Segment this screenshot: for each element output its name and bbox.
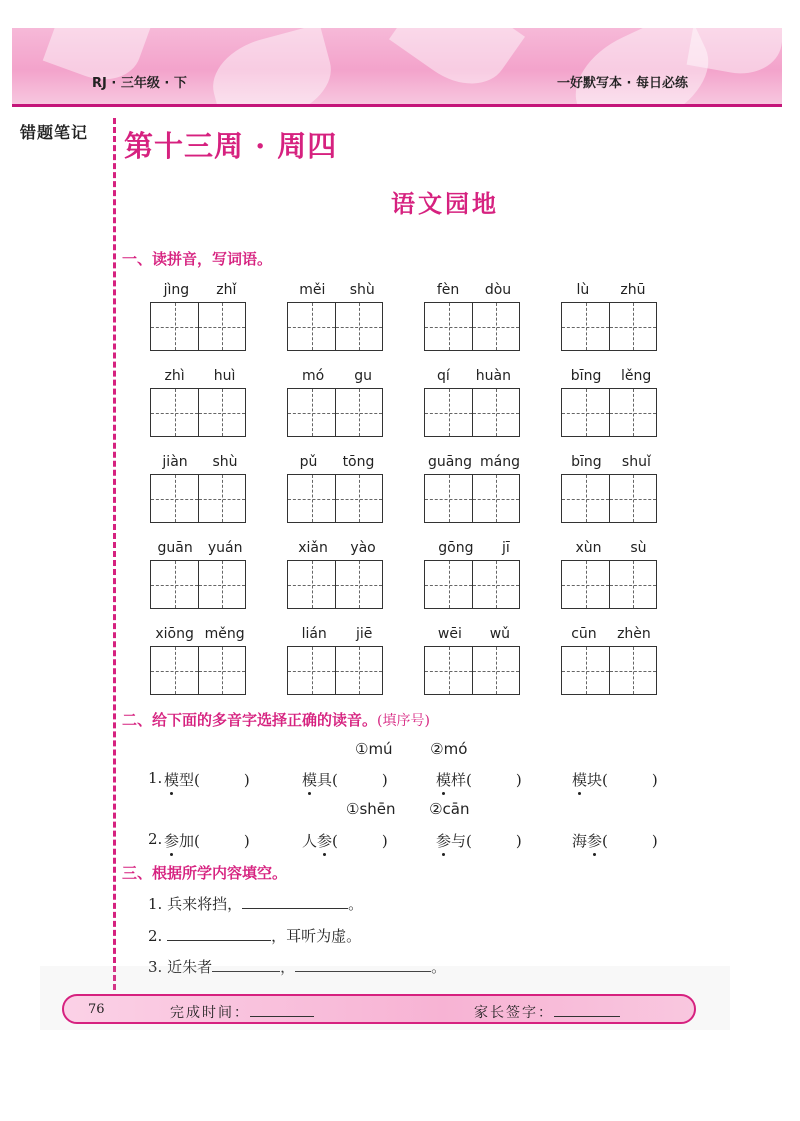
q1-row — [148, 769, 688, 793]
writing-boxes — [424, 388, 520, 437]
writing-cell[interactable] — [288, 303, 335, 350]
writing-cell[interactable] — [198, 561, 245, 608]
pinyin-label — [287, 454, 387, 470]
petal-decoration — [389, 28, 525, 102]
writing-cell[interactable] — [151, 475, 198, 522]
pinyin-label — [561, 454, 661, 470]
q2-item-1: 参加( ) — [164, 832, 250, 850]
writing-cell[interactable] — [151, 303, 198, 350]
parent-signature: 家长签字： — [474, 1002, 620, 1022]
pinyin-syllable: gōng — [438, 540, 474, 556]
writing-cell[interactable] — [288, 561, 335, 608]
writing-boxes — [424, 302, 520, 351]
pinyin-label — [561, 626, 661, 642]
pinyin-label — [424, 454, 524, 470]
q1-item-4: 模块( ) — [572, 771, 658, 789]
pinyin-syllable: zhū — [620, 282, 646, 298]
writing-boxes — [561, 388, 657, 437]
writing-cell[interactable] — [288, 647, 335, 694]
pinyin-syllable: shù — [349, 282, 375, 298]
pinyin-label — [150, 540, 250, 556]
writing-boxes — [424, 646, 520, 695]
pinyin-syllable: zhèn — [617, 626, 651, 642]
writing-cell[interactable] — [609, 303, 656, 350]
section-2-hint: (填序号) — [377, 713, 430, 729]
writing-cell[interactable] — [198, 389, 245, 436]
writing-cell[interactable] — [198, 475, 245, 522]
writing-cell[interactable] — [151, 389, 198, 436]
pinyin-syllable: máng — [480, 454, 521, 470]
pinyin-syllable: měng — [204, 626, 245, 642]
writing-boxes — [561, 560, 657, 609]
writing-boxes — [287, 646, 383, 695]
writing-cell[interactable] — [562, 647, 609, 694]
q2-number: 2. — [148, 830, 163, 848]
pinyin-syllable: bīng — [570, 368, 602, 384]
q2-option-2: ②cān — [429, 800, 470, 818]
pinyin-syllable: guāng — [427, 454, 473, 470]
writing-cell[interactable] — [335, 475, 382, 522]
writing-cell[interactable] — [472, 303, 519, 350]
writing-cell[interactable] — [151, 561, 198, 608]
pinyin-syllable: zhì — [164, 368, 185, 384]
pinyin-syllable: zhǐ — [216, 282, 237, 298]
writing-cell[interactable] — [335, 303, 382, 350]
writing-cell[interactable] — [335, 561, 382, 608]
pinyin-label — [287, 282, 387, 298]
writing-cell[interactable] — [562, 389, 609, 436]
q2-item-3: 参与( ) — [436, 832, 522, 850]
writing-cell[interactable] — [425, 389, 472, 436]
q2-option-1: ①shēn — [346, 800, 396, 818]
q2-item-2: 人参( ) — [302, 832, 388, 850]
pinyin-label — [424, 282, 524, 298]
pinyin-syllable: fèn — [436, 282, 460, 298]
writing-cell[interactable] — [288, 475, 335, 522]
pinyin-label — [561, 540, 661, 556]
writing-boxes — [287, 560, 383, 609]
section-2-heading — [122, 709, 430, 730]
writing-boxes — [150, 474, 246, 523]
writing-boxes — [150, 302, 246, 351]
fill-blank[interactable] — [242, 894, 348, 909]
pinyin-label — [287, 626, 387, 642]
lesson-title: 语文园地 — [391, 190, 499, 218]
writing-cell[interactable] — [609, 561, 656, 608]
series-label: 一好默写本 · 每日必练 — [557, 76, 688, 91]
writing-boxes — [561, 302, 657, 351]
pinyin-syllable: jìng — [163, 282, 190, 298]
pinyin-syllable: lù — [576, 282, 590, 298]
pinyin-syllable: sù — [630, 540, 647, 556]
week-title: 第十三周 · 周四 — [124, 129, 338, 163]
writing-cell[interactable] — [472, 647, 519, 694]
writing-boxes — [150, 388, 246, 437]
writing-cell[interactable] — [425, 475, 472, 522]
writing-boxes — [424, 474, 520, 523]
writing-cell[interactable] — [562, 475, 609, 522]
writing-cell[interactable] — [198, 647, 245, 694]
writing-boxes — [561, 646, 657, 695]
pinyin-syllable: xiǎn — [298, 540, 328, 556]
pinyin-syllable: tōng — [342, 454, 375, 470]
q2-row — [148, 830, 688, 854]
pinyin-syllable: jiàn — [162, 454, 188, 470]
q1-item-2: 模具( ) — [302, 771, 388, 789]
writing-cell[interactable] — [609, 647, 656, 694]
pinyin-syllable: měi — [299, 282, 326, 298]
pinyin-label — [287, 368, 387, 384]
writing-boxes — [150, 646, 246, 695]
q1-option-1: ①mú — [355, 740, 393, 758]
fill-line-3: 3. 近朱者 ， 。 — [148, 958, 447, 976]
q1-item-3: 模样( ) — [436, 771, 522, 789]
pinyin-syllable: guān — [157, 540, 193, 556]
writing-boxes — [287, 302, 383, 351]
pinyin-syllable: bīng — [571, 454, 602, 470]
writing-cell[interactable] — [562, 561, 609, 608]
pinyin-syllable: dòu — [484, 282, 512, 298]
pinyin-label — [424, 626, 524, 642]
pinyin-label — [287, 540, 387, 556]
mistake-notes-label: 错题笔记 — [20, 123, 89, 142]
completion-time-blank[interactable] — [250, 1002, 314, 1017]
completion-time: 完成时间： — [170, 1002, 314, 1022]
section-3-heading: 三、根据所学内容填空。 — [122, 864, 288, 882]
pinyin-syllable: lěng — [620, 368, 652, 384]
writing-cell[interactable] — [609, 389, 656, 436]
q1-item-1: 模型( ) — [164, 771, 250, 789]
q1-number: 1. — [148, 769, 163, 787]
pinyin-syllable: gu — [354, 368, 372, 384]
writing-cell[interactable] — [472, 389, 519, 436]
writing-cell[interactable] — [288, 389, 335, 436]
header-banner — [12, 28, 782, 107]
pinyin-label — [150, 626, 250, 642]
pinyin-syllable: shù — [212, 454, 238, 470]
pinyin-syllable: lián — [301, 626, 327, 642]
grade-label: RJ · 三年级 · 下 — [92, 76, 187, 91]
pinyin-syllable: pǔ — [299, 454, 318, 470]
writing-cell[interactable] — [335, 647, 382, 694]
fill-line-1: 1. 兵来将挡， 。 — [148, 895, 364, 913]
writing-cell[interactable] — [472, 475, 519, 522]
pinyin-syllable: wēi — [437, 626, 462, 642]
pinyin-syllable: huì — [213, 368, 236, 384]
pinyin-syllable: wǔ — [489, 626, 511, 642]
pinyin-label — [561, 368, 661, 384]
writing-cell[interactable] — [335, 389, 382, 436]
q2-options — [346, 800, 469, 818]
writing-cell[interactable] — [151, 647, 198, 694]
writing-boxes — [150, 560, 246, 609]
pinyin-syllable: yào — [350, 540, 376, 556]
pinyin-syllable: jiē — [355, 626, 373, 642]
writing-cell[interactable] — [472, 561, 519, 608]
pinyin-label — [424, 540, 524, 556]
page-number: 76 — [88, 1002, 105, 1017]
pinyin-syllable: yuán — [207, 540, 243, 556]
writing-cell[interactable] — [609, 475, 656, 522]
parent-signature-blank[interactable] — [554, 1002, 620, 1017]
pinyin-label — [424, 368, 524, 384]
pinyin-label — [150, 282, 250, 298]
petal-decoration — [204, 28, 341, 107]
pinyin-syllable: cūn — [571, 626, 597, 642]
writing-boxes — [424, 560, 520, 609]
pinyin-syllable: huàn — [475, 368, 511, 384]
writing-cell[interactable] — [425, 303, 472, 350]
writing-cell[interactable] — [425, 561, 472, 608]
writing-cell[interactable] — [198, 303, 245, 350]
pinyin-syllable: mó — [302, 368, 325, 384]
pinyin-label — [561, 282, 661, 298]
writing-boxes — [287, 474, 383, 523]
q1-options — [355, 740, 467, 758]
writing-boxes — [561, 474, 657, 523]
pinyin-syllable: xùn — [575, 540, 602, 556]
writing-boxes — [287, 388, 383, 437]
writing-cell[interactable] — [562, 303, 609, 350]
fill-blank[interactable] — [167, 926, 271, 941]
section-2-heading-text: 二、给下面的多音字选择正确的读音。 — [122, 711, 378, 729]
pinyin-label — [150, 368, 250, 384]
pinyin-syllable: qí — [437, 368, 450, 384]
fill-line-2: 2. ，耳听为虚。 — [148, 927, 362, 945]
pinyin-syllable: xiōng — [155, 626, 194, 642]
pinyin-syllable: jī — [501, 540, 510, 556]
writing-cell[interactable] — [425, 647, 472, 694]
margin-divider — [113, 118, 116, 990]
pinyin-syllable: shuǐ — [621, 454, 651, 470]
section-1-heading: 一、读拼音，写词语。 — [122, 250, 273, 268]
pinyin-label — [150, 454, 250, 470]
q1-option-2: ②mó — [430, 740, 468, 758]
q2-item-4: 海参( ) — [572, 832, 658, 850]
